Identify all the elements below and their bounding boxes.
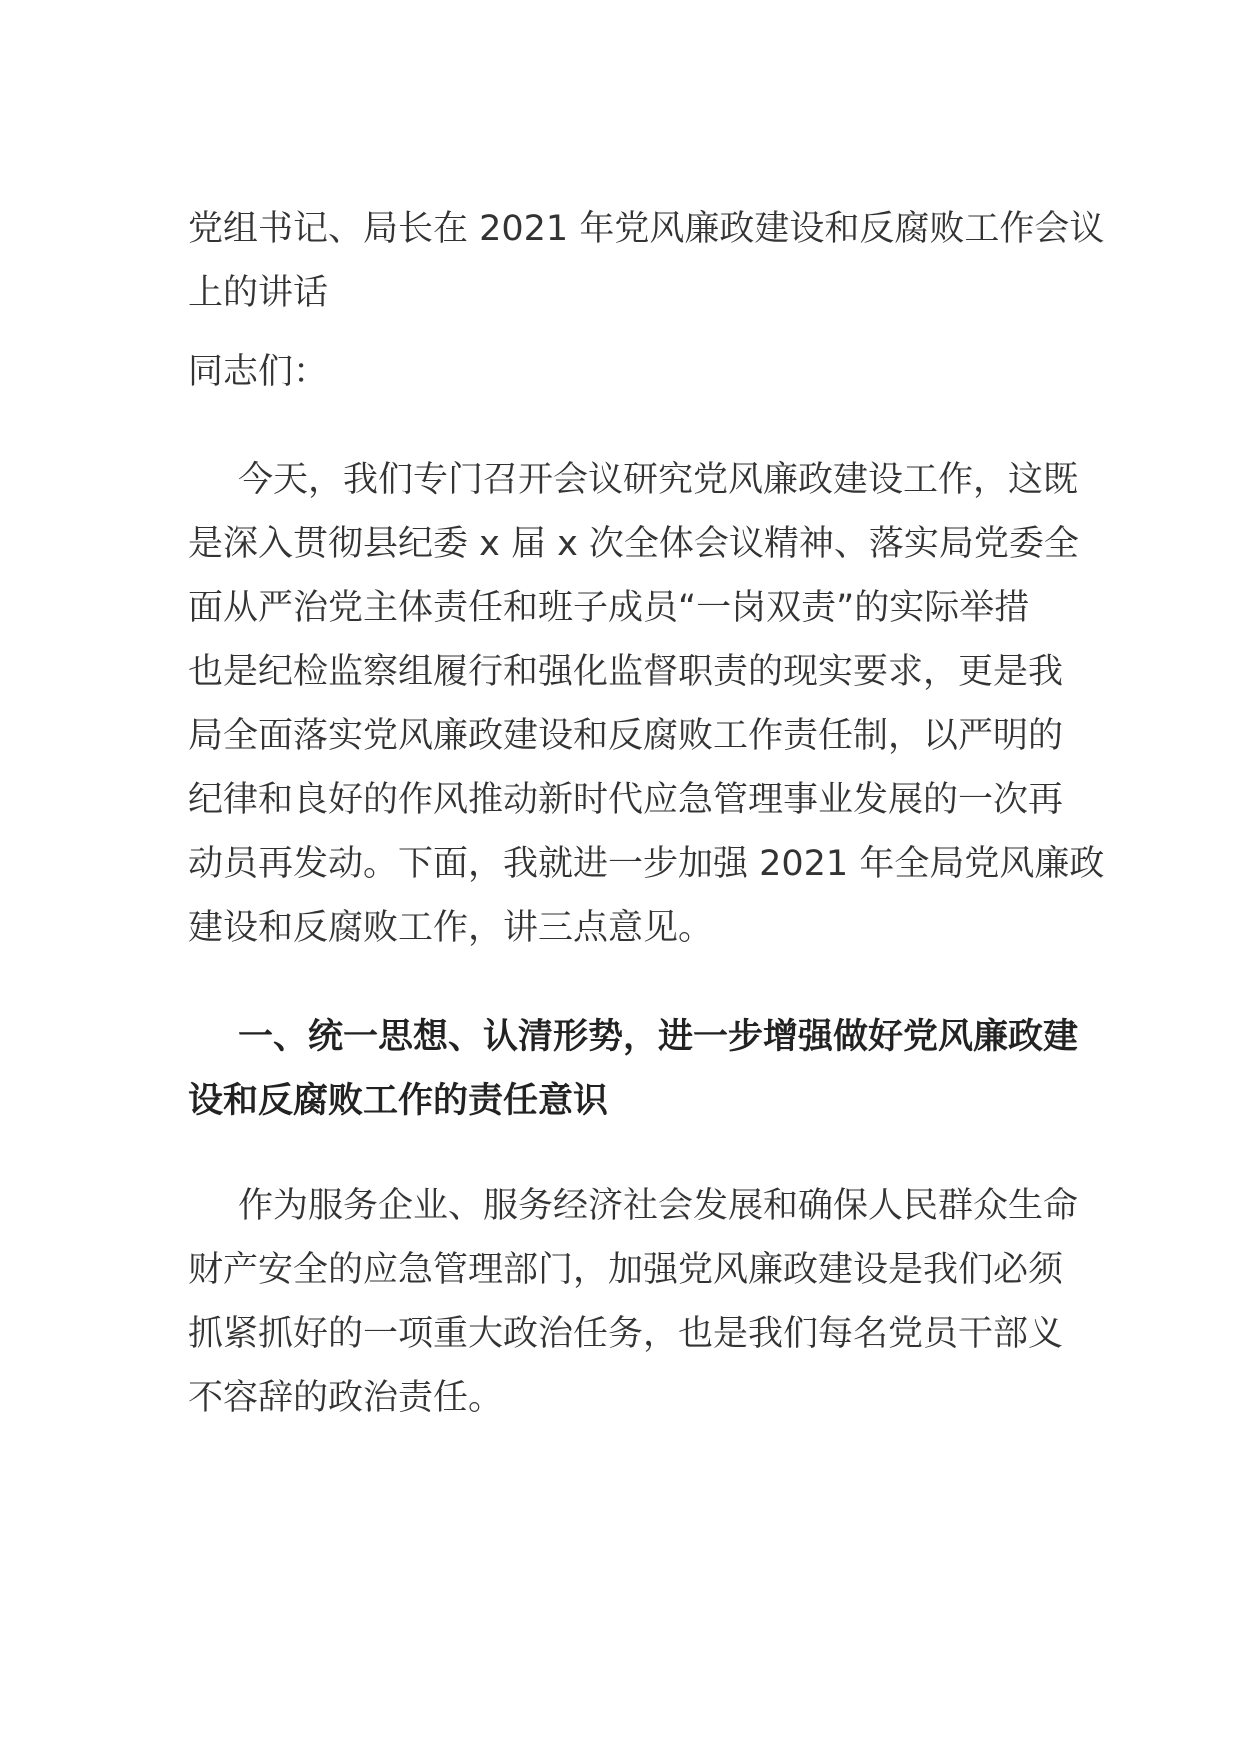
paragraph-1 [188, 448, 1105, 960]
paragraph-line: 局全面落实党风廉政建设和反腐败工作责任制，以严明的 [188, 716, 1064, 756]
paragraph-line: 建设和反腐败工作，讲三点意见。 [188, 908, 714, 948]
paragraph-line: 不容辞的政治责任。 [188, 1378, 504, 1418]
heading-line: 设和反腐败工作的责任意识 [188, 1081, 609, 1121]
paragraph-line: 财产安全的应急管理部门，加强党风廉政建设是我们必须 [188, 1250, 1064, 1290]
heading-line: 一、统一思想、认清形势，进一步增强做好党风廉政建 [238, 1017, 1079, 1057]
paragraph-line: 动员再发动。下面，我就进一步加强 2021 年全局党风廉政 [188, 844, 1105, 884]
paragraph-line: 作为服务企业、服务经济社会发展和确保人民群众生命 [238, 1186, 1079, 1226]
title-line: 上的讲话 [188, 273, 329, 313]
paragraph-line: 今天，我们专门召开会议研究党风廉政建设工作，这既 [238, 460, 1079, 500]
title-line: 党组书记、局长在 2021 年党风廉政建设和反腐败工作会议 [188, 209, 1105, 249]
paragraph-line: 抓紧抓好的一项重大政治任务，也是我们每名党员干部义 [188, 1314, 1064, 1354]
salutation [188, 340, 1068, 404]
salutation-text: 同志们： [188, 352, 329, 392]
paragraph-line: 纪律和良好的作风推动新时代应急管理事业发展的一次再 [188, 780, 1064, 820]
document-title [188, 197, 1105, 325]
section-heading-1 [188, 1005, 1079, 1133]
paragraph-2 [188, 1174, 1079, 1430]
paragraph-line: 面从严治党主体责任和班子成员“一岗双责”的实际举措 [188, 588, 1030, 628]
paragraph-line: 是深入贯彻县纪委 x 届 x 次全体会议精神、落实局党委全 [188, 524, 1079, 564]
paragraph-line: 也是纪检监察组履行和强化监督职责的现实要求，更是我 [188, 652, 1064, 692]
